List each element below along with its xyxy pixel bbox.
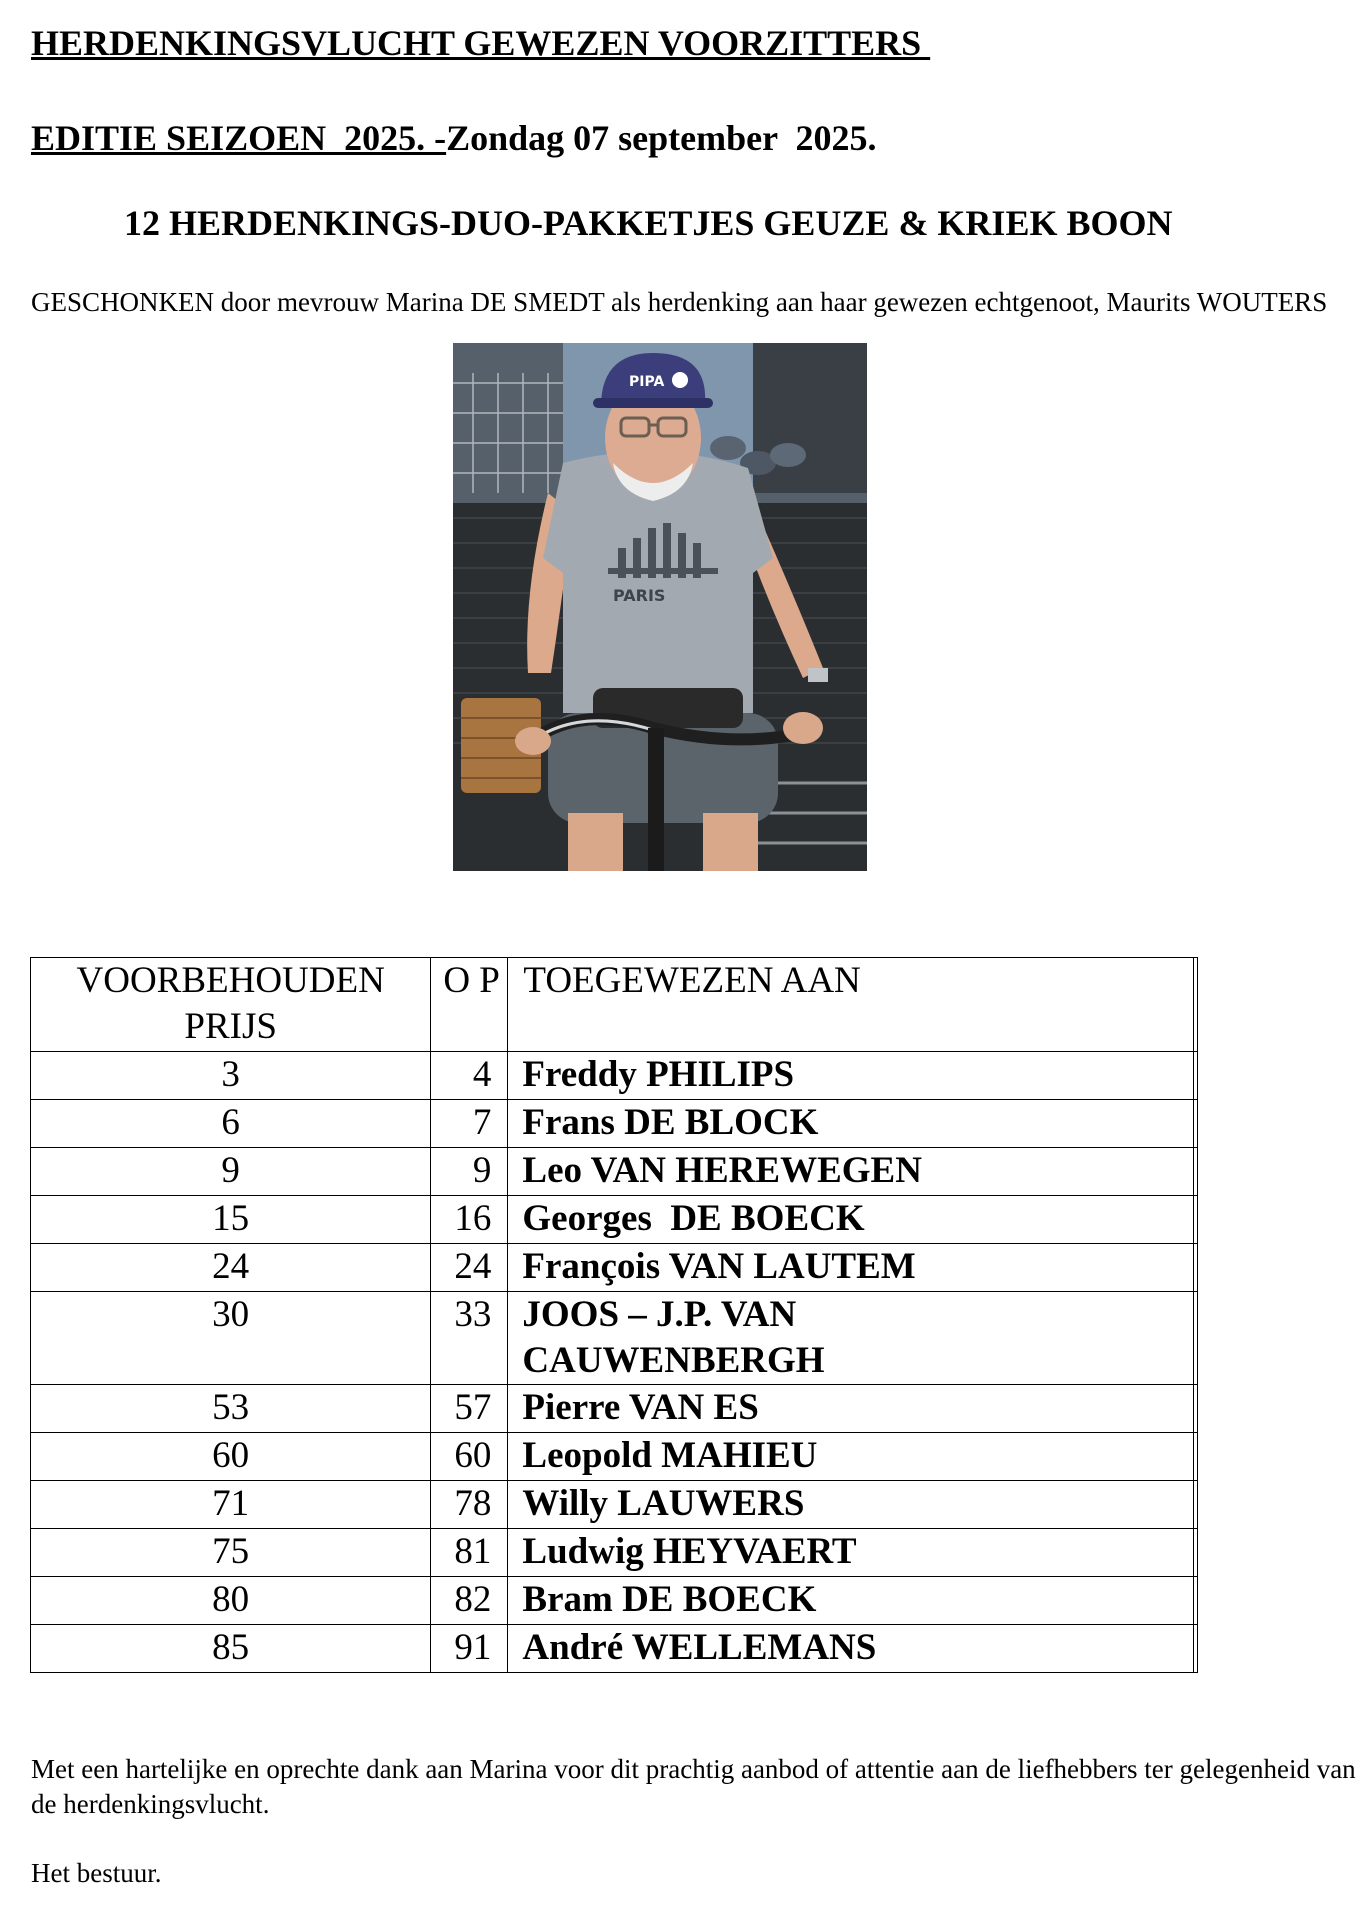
winner-cell: Bram DE BOECK: [508, 1577, 1194, 1625]
place-cell: 33: [431, 1292, 508, 1385]
event-date: Zondag 07 september 2025.: [446, 118, 877, 158]
table-header-row: [31, 958, 1198, 1052]
empty-cell: [1193, 1148, 1197, 1196]
header-place: O P: [431, 958, 508, 1052]
winner-cell: Freddy PHILIPS: [508, 1052, 1194, 1100]
table-row: [31, 1292, 1198, 1385]
donation-intro: GESCHONKEN door mevrouw Marina DE SMEDT als herdenking aan haar gewezen echtgenoot, Maurits WOUTERS: [31, 287, 1328, 317]
empty-cell: [1193, 1052, 1197, 1100]
shirt-print-text: PARIS: [613, 586, 666, 605]
table-row: [31, 1052, 1198, 1100]
empty-cell: [1193, 1292, 1197, 1385]
prize-heading: 12 HERDENKINGS-DUO-PAKKETJES GEUZE & KRIEK BOON: [124, 203, 1173, 243]
header-reserved-prize: VOORBEHOUDEN PRIJS: [31, 958, 431, 1052]
place-cell: 91: [431, 1625, 508, 1673]
prize-cell: 60: [31, 1433, 431, 1481]
table-row: [31, 1100, 1198, 1148]
edition-date-line: [31, 117, 876, 159]
prize-allocation-table: [30, 957, 1198, 1673]
empty-cell: [1193, 1196, 1197, 1244]
empty-cell: [1193, 1577, 1197, 1625]
winner-cell: JOOS – J.P. VAN CAUWENBERGH: [508, 1292, 1194, 1385]
empty-cell: [1193, 1244, 1197, 1292]
place-cell: 82: [431, 1577, 508, 1625]
place-cell: 78: [431, 1481, 508, 1529]
empty-cell: [1193, 1385, 1197, 1433]
place-cell: 24: [431, 1244, 508, 1292]
header-awarded-to: TOEGEWEZEN AAN: [508, 958, 1194, 1052]
prize-cell: 80: [31, 1577, 431, 1625]
document-title: HERDENKINGSVLUCHT GEWEZEN VOORZITTERS: [31, 23, 931, 63]
edition-label: EDITIE SEIZOEN 2025. -: [31, 118, 447, 158]
table-row: [31, 1385, 1198, 1433]
winner-cell: Pierre VAN ES: [508, 1385, 1194, 1433]
table-row: [31, 1577, 1198, 1625]
place-cell: 16: [431, 1196, 508, 1244]
table-row: [31, 1481, 1198, 1529]
prize-cell: 6: [31, 1100, 431, 1148]
place-cell: 4: [431, 1052, 508, 1100]
empty-cell: [1193, 1481, 1197, 1529]
prize-cell: 9: [31, 1148, 431, 1196]
prize-cell: 15: [31, 1196, 431, 1244]
prize-cell: 75: [31, 1529, 431, 1577]
thanks-paragraph: Met een hartelijke en oprechte dank aan Marina voor dit prachtig aanbod of attentie aan de liefhebbers ter gelegenheid van de herdenkingsvlucht.: [31, 1754, 1356, 1819]
table-row: [31, 1244, 1198, 1292]
prize-cell: 30: [31, 1292, 431, 1385]
empty-cell: [1193, 1100, 1197, 1148]
memorial-photo-illustration: [453, 343, 867, 871]
table-row: [31, 1625, 1198, 1673]
winner-cell: Frans DE BLOCK: [508, 1100, 1194, 1148]
table-row: [31, 1529, 1198, 1577]
header-empty-cell: [1193, 958, 1197, 1052]
prize-cell: 3: [31, 1052, 431, 1100]
empty-cell: [1193, 1433, 1197, 1481]
table-row: [31, 1433, 1198, 1481]
place-cell: 60: [431, 1433, 508, 1481]
cap-logo-text: PIPA: [629, 374, 665, 390]
empty-cell: [1193, 1529, 1197, 1577]
winner-cell: François VAN LAUTEM: [508, 1244, 1194, 1292]
winner-cell: Willy LAUWERS: [508, 1481, 1194, 1529]
place-cell: 81: [431, 1529, 508, 1577]
winner-cell: Ludwig HEYVAERT: [508, 1529, 1194, 1577]
place-cell: 9: [431, 1148, 508, 1196]
winner-cell: Leo VAN HEREWEGEN: [508, 1148, 1194, 1196]
prize-cell: 71: [31, 1481, 431, 1529]
prize-cell: 85: [31, 1625, 431, 1673]
winner-cell: Georges DE BOECK: [508, 1196, 1194, 1244]
winner-cell: André WELLEMANS: [508, 1625, 1194, 1673]
winner-cell: Leopold MAHIEU: [508, 1433, 1194, 1481]
place-cell: 57: [431, 1385, 508, 1433]
place-cell: 7: [431, 1100, 508, 1148]
prize-cell: 53: [31, 1385, 431, 1433]
empty-cell: [1193, 1625, 1197, 1673]
table-row: [31, 1196, 1198, 1244]
signoff: Het bestuur.: [31, 1858, 162, 1888]
prize-cell: 24: [31, 1244, 431, 1292]
memorial-photo: [453, 343, 867, 871]
table-row: [31, 1148, 1198, 1196]
